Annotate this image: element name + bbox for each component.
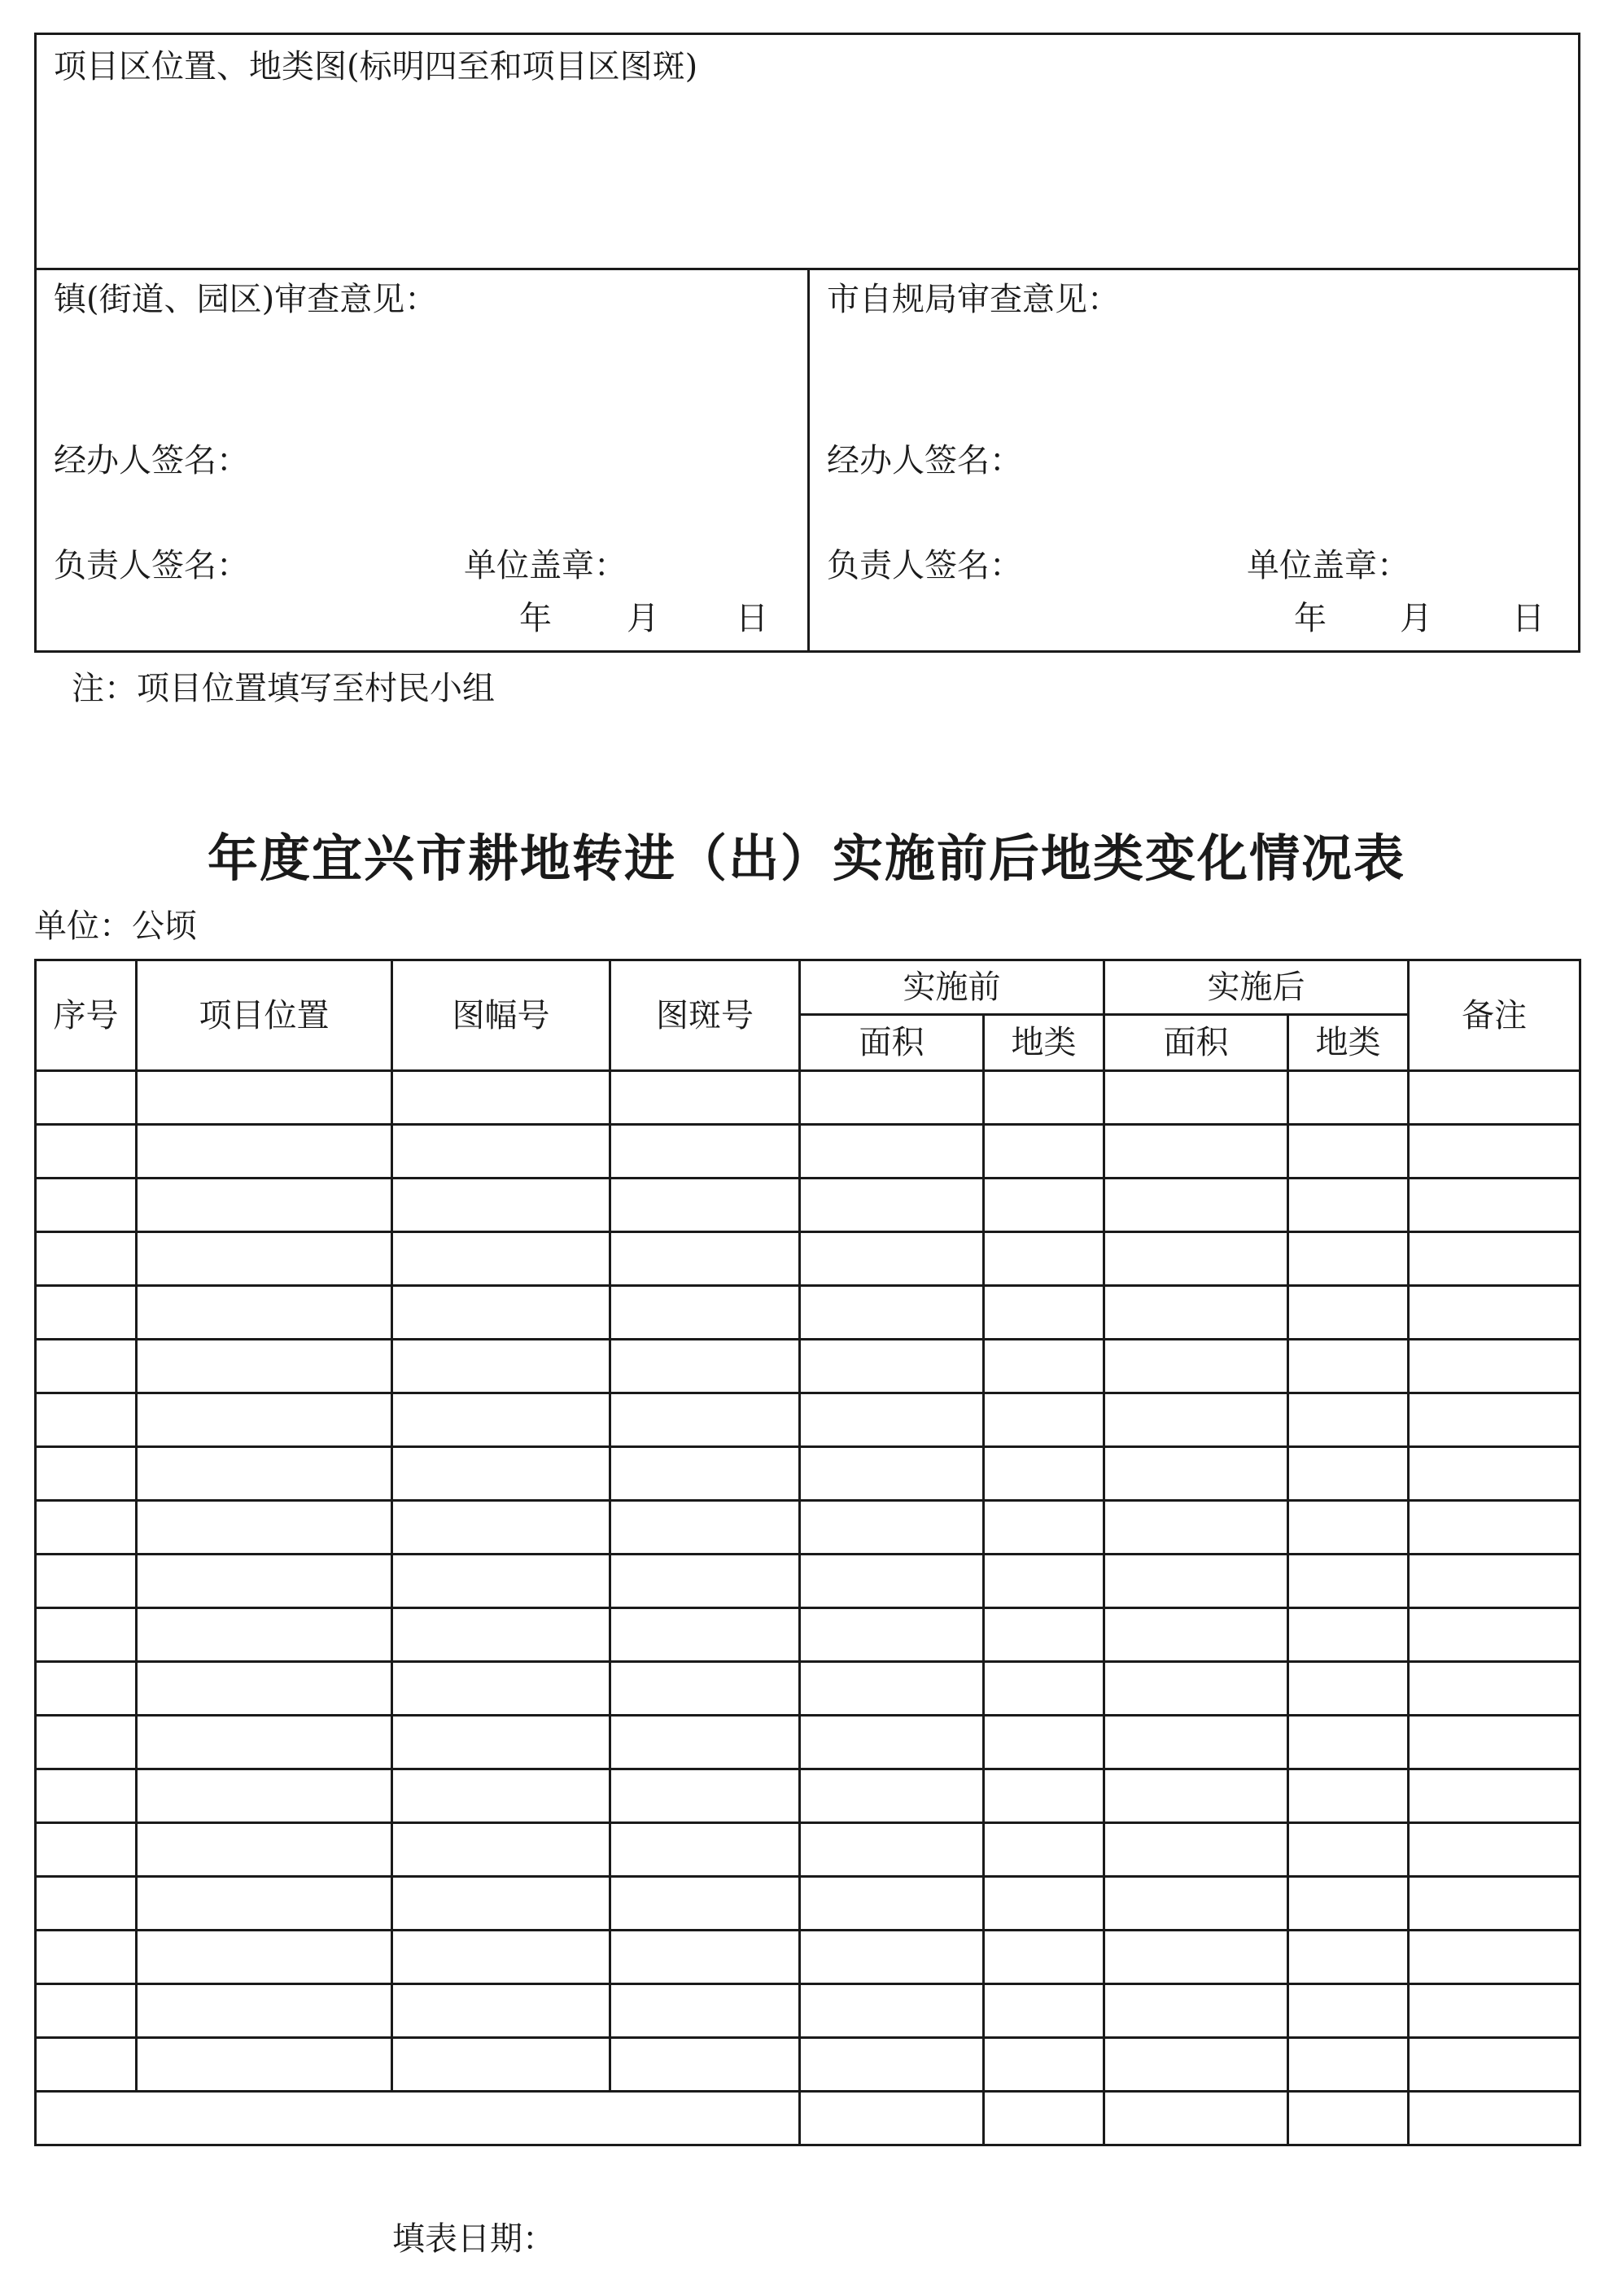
table-cell[interactable] [800, 1877, 984, 1931]
table-cell[interactable] [800, 2038, 984, 2092]
summary-cell[interactable] [1288, 2092, 1409, 2145]
table-cell[interactable] [610, 1769, 800, 1823]
table-cell[interactable] [137, 1823, 392, 1877]
table-row [36, 1662, 1580, 1716]
table-cell[interactable] [1104, 1608, 1288, 1662]
table-cell[interactable] [800, 1393, 984, 1447]
table-row [36, 1608, 1580, 1662]
table-cell[interactable] [36, 1447, 137, 1501]
table-cell[interactable] [984, 1662, 1104, 1716]
table-cell[interactable] [1288, 1232, 1409, 1286]
table-cell[interactable] [1409, 1931, 1580, 1984]
summary-cell[interactable] [800, 2092, 984, 2145]
table-cell[interactable] [137, 1931, 392, 1984]
table-cell[interactable] [392, 1716, 610, 1769]
table-cell[interactable] [36, 1877, 137, 1931]
table-row [36, 1984, 1580, 2038]
table-cell[interactable] [800, 1447, 984, 1501]
table-cell[interactable] [1409, 1984, 1580, 2038]
table-cell[interactable] [1288, 1931, 1409, 1984]
bureau-date-year: 年 [1294, 600, 1327, 637]
table-cell[interactable] [137, 1984, 392, 2038]
table-cell[interactable] [1288, 1179, 1409, 1232]
table-cell[interactable] [610, 1823, 800, 1877]
table-cell[interactable] [610, 1071, 800, 1125]
table-cell[interactable] [1288, 1125, 1409, 1179]
table-cell[interactable] [1104, 1071, 1288, 1125]
table-cell[interactable] [610, 1662, 800, 1716]
table-cell[interactable] [1409, 1286, 1580, 1340]
table-cell[interactable] [1288, 1769, 1409, 1823]
table-cell[interactable] [137, 1393, 392, 1447]
table-cell[interactable] [1288, 1447, 1409, 1501]
table-cell[interactable] [984, 1286, 1104, 1340]
table-cell[interactable] [1409, 1769, 1580, 1823]
table-cell[interactable] [984, 1555, 1104, 1608]
table-cell[interactable] [610, 1232, 800, 1286]
table-cell[interactable] [1104, 1662, 1288, 1716]
table-cell[interactable] [984, 1984, 1104, 2038]
table-cell[interactable] [392, 1662, 610, 1716]
table-cell[interactable] [392, 1340, 610, 1393]
header-patch: 图斑号 [610, 960, 800, 1071]
table-cell[interactable] [800, 1179, 984, 1232]
bureau-date-month: 月 [1400, 600, 1432, 637]
table-cell[interactable] [36, 1984, 137, 2038]
table-cell[interactable] [392, 1877, 610, 1931]
table-row [36, 1823, 1580, 1877]
table-cell[interactable] [137, 1447, 392, 1501]
bureau-review-title: 市自规局审查意见： [827, 281, 1120, 318]
table-cell[interactable] [1288, 1555, 1409, 1608]
table-cell[interactable] [1288, 2038, 1409, 2092]
table-cell[interactable] [610, 1501, 800, 1555]
header-location: 项目位置 [137, 960, 392, 1071]
summary-row [36, 2092, 1580, 2145]
table-cell[interactable] [984, 1823, 1104, 1877]
summary-cell[interactable] [1104, 2092, 1288, 2145]
table-cell[interactable] [1104, 1340, 1288, 1393]
table-cell[interactable] [392, 1393, 610, 1447]
table-cell[interactable] [137, 1608, 392, 1662]
table-cell[interactable] [1409, 1501, 1580, 1555]
table-cell[interactable] [610, 1877, 800, 1931]
table-cell[interactable] [610, 1286, 800, 1340]
table-cell[interactable] [984, 1501, 1104, 1555]
table-cell[interactable] [392, 1823, 610, 1877]
table-cell[interactable] [1288, 1071, 1409, 1125]
table-cell[interactable] [1288, 1823, 1409, 1877]
town-review-title: 镇(街道、园区)审查意见： [54, 281, 438, 318]
table-cell[interactable] [610, 1340, 800, 1393]
table-cell[interactable] [36, 1286, 137, 1340]
table-row [36, 1179, 1580, 1232]
table-cell[interactable] [1104, 1984, 1288, 2038]
table-cell[interactable] [137, 1662, 392, 1716]
table-cell[interactable] [610, 1447, 800, 1501]
table-cell[interactable] [137, 2038, 392, 2092]
table-cell[interactable] [36, 1769, 137, 1823]
table-cell[interactable] [1288, 1716, 1409, 1769]
table-row [36, 1877, 1580, 1931]
table-row [36, 1931, 1580, 1984]
table-cell[interactable] [1104, 1823, 1288, 1877]
table-cell[interactable] [392, 1286, 610, 1340]
fill-date-label: 填表日期： [392, 2220, 555, 2258]
table-cell[interactable] [610, 1608, 800, 1662]
table-row [36, 1501, 1580, 1555]
table-cell[interactable] [800, 1769, 984, 1823]
bureau-leader-sign: 负责人签名： [827, 547, 1022, 584]
table-cell[interactable] [137, 1716, 392, 1769]
table-cell[interactable] [984, 1179, 1104, 1232]
town-leader-sign: 负责人签名： [54, 547, 249, 584]
table-cell[interactable] [984, 1877, 1104, 1931]
table-cell[interactable] [1104, 1555, 1288, 1608]
table-cell[interactable] [610, 1555, 800, 1608]
table-cell[interactable] [1104, 1286, 1288, 1340]
table-cell[interactable] [800, 1984, 984, 2038]
table-row [36, 1232, 1580, 1286]
table-cell[interactable] [1409, 1447, 1580, 1501]
table-body [36, 1071, 1580, 2145]
table-cell[interactable] [1409, 1555, 1580, 1608]
table-cell[interactable] [36, 1071, 137, 1125]
table-cell[interactable] [1104, 1769, 1288, 1823]
header-before-area: 面积 [800, 1015, 984, 1071]
table-cell[interactable] [984, 1232, 1104, 1286]
table-row [36, 1286, 1580, 1340]
table-cell[interactable] [984, 1125, 1104, 1179]
bureau-unit-seal: 单位盖章： [1247, 547, 1410, 584]
table-cell[interactable] [36, 1716, 137, 1769]
table-cell[interactable] [1288, 1340, 1409, 1393]
table-cell[interactable] [137, 1071, 392, 1125]
table-cell[interactable] [392, 1447, 610, 1501]
table-cell[interactable] [1104, 1447, 1288, 1501]
table-cell[interactable] [1409, 1608, 1580, 1662]
header-before-land-type: 地类 [984, 1015, 1104, 1071]
table-cell[interactable] [610, 1716, 800, 1769]
table-cell[interactable] [800, 1125, 984, 1179]
table-cell[interactable] [984, 1447, 1104, 1501]
header-seq: 序号 [36, 960, 137, 1071]
table-row [36, 1340, 1580, 1393]
table-cell[interactable] [1409, 1071, 1580, 1125]
table-cell[interactable] [1288, 1877, 1409, 1931]
table-cell[interactable] [36, 1823, 137, 1877]
table-cell[interactable] [1409, 1823, 1580, 1877]
table-cell[interactable] [137, 1555, 392, 1608]
table-cell[interactable] [1409, 1125, 1580, 1179]
table-cell[interactable] [392, 1931, 610, 1984]
table-row [36, 1769, 1580, 1823]
bureau-handler-sign: 经办人签名： [827, 442, 1022, 479]
table-row [36, 1393, 1580, 1447]
table-cell[interactable] [392, 2038, 610, 2092]
table-cell[interactable] [1288, 1608, 1409, 1662]
table-cell[interactable] [36, 1179, 137, 1232]
table-cell[interactable] [137, 1179, 392, 1232]
table-cell[interactable] [610, 2038, 800, 2092]
table-cell[interactable] [1409, 2038, 1580, 2092]
summary-cell[interactable] [984, 2092, 1104, 2145]
table-cell[interactable] [1104, 1232, 1288, 1286]
town-unit-seal: 单位盖章： [464, 547, 627, 584]
table-row [36, 1071, 1580, 1125]
table-cell[interactable] [800, 1232, 984, 1286]
table-cell[interactable] [392, 1125, 610, 1179]
table-cell[interactable] [36, 1232, 137, 1286]
summary-cell[interactable] [36, 2092, 800, 2145]
table-cell[interactable] [610, 1931, 800, 1984]
table-cell[interactable] [800, 1716, 984, 1769]
town-handler-sign: 经办人签名： [54, 442, 249, 479]
table-cell[interactable] [1409, 1393, 1580, 1447]
table-row [36, 1555, 1580, 1608]
table-cell[interactable] [1104, 1931, 1288, 1984]
table-cell[interactable] [36, 1662, 137, 1716]
table-cell[interactable] [36, 1393, 137, 1447]
header-before: 实施前 [800, 960, 1104, 1015]
table-cell[interactable] [1409, 1877, 1580, 1931]
table-cell[interactable] [984, 1608, 1104, 1662]
table-cell[interactable] [984, 2038, 1104, 2092]
location-map-label: 项目区位置、地类图(标明四至和项目区图斑) [54, 48, 698, 85]
table-cell[interactable] [800, 1501, 984, 1555]
form-title: 年度宜兴市耕地转进（出）实施前后地类变化情况表 [207, 829, 1405, 888]
header-after-land-type: 地类 [1288, 1015, 1409, 1071]
table-cell[interactable] [36, 2038, 137, 2092]
table-cell[interactable] [137, 1877, 392, 1931]
table-cell[interactable] [1288, 1393, 1409, 1447]
table-cell[interactable] [1409, 1179, 1580, 1232]
table-cell[interactable] [392, 1071, 610, 1125]
table-cell[interactable] [1104, 1125, 1288, 1179]
land-change-table [34, 959, 1581, 2146]
bureau-date-day: 日 [1512, 600, 1545, 637]
table-cell[interactable] [1288, 1501, 1409, 1555]
table-cell[interactable] [610, 1393, 800, 1447]
table-cell[interactable] [1104, 1716, 1288, 1769]
table-cell[interactable] [1409, 1340, 1580, 1393]
table-cell[interactable] [392, 1501, 610, 1555]
header-after: 实施后 [1104, 960, 1409, 1015]
header-remarks: 备注 [1409, 960, 1580, 1071]
table-cell[interactable] [392, 1608, 610, 1662]
table-cell[interactable] [137, 1125, 392, 1179]
table-cell[interactable] [984, 1393, 1104, 1447]
table-cell[interactable] [137, 1232, 392, 1286]
header-map-sheet: 图幅号 [392, 960, 610, 1071]
table-cell[interactable] [610, 1984, 800, 2038]
table-cell[interactable] [1409, 1662, 1580, 1716]
table-cell[interactable] [800, 1286, 984, 1340]
table-cell[interactable] [800, 1608, 984, 1662]
table-cell[interactable] [984, 1340, 1104, 1393]
table-cell[interactable] [1288, 1662, 1409, 1716]
note-text: 注：项目位置填写至村民小组 [72, 670, 495, 707]
unit-label: 单位：公顷 [34, 907, 197, 945]
table-cell[interactable] [36, 1340, 137, 1393]
table-row [36, 1125, 1580, 1179]
table-cell[interactable] [36, 1501, 137, 1555]
town-date-year: 年 [519, 600, 552, 637]
table-cell[interactable] [1104, 2038, 1288, 2092]
table-cell[interactable] [1288, 1286, 1409, 1340]
table-cell[interactable] [1104, 1501, 1288, 1555]
table-row [36, 1447, 1580, 1501]
table-cell[interactable] [800, 1340, 984, 1393]
header-after-area: 面积 [1104, 1015, 1288, 1071]
table-cell[interactable] [800, 1662, 984, 1716]
table-cell[interactable] [392, 1984, 610, 2038]
table-row [36, 1716, 1580, 1769]
table-cell[interactable] [137, 1286, 392, 1340]
summary-cell[interactable] [1409, 2092, 1580, 2145]
table-cell[interactable] [984, 1071, 1104, 1125]
table-cell[interactable] [984, 1769, 1104, 1823]
table-cell[interactable] [1409, 1716, 1580, 1769]
table-cell[interactable] [800, 1555, 984, 1608]
table-row [36, 2038, 1580, 2092]
table-cell[interactable] [1288, 1984, 1409, 2038]
town-date-day: 日 [736, 600, 768, 637]
table-cell[interactable] [392, 1769, 610, 1823]
table-cell[interactable] [984, 1716, 1104, 1769]
table-cell[interactable] [392, 1179, 610, 1232]
table-cell[interactable] [137, 1769, 392, 1823]
table-cell[interactable] [36, 1931, 137, 1984]
table-cell[interactable] [137, 1340, 392, 1393]
table-cell[interactable] [392, 1232, 610, 1286]
table-cell[interactable] [137, 1501, 392, 1555]
table-cell[interactable] [36, 1608, 137, 1662]
table-cell[interactable] [1104, 1179, 1288, 1232]
table-cell[interactable] [800, 1931, 984, 1984]
table-cell[interactable] [984, 1931, 1104, 1984]
table-cell[interactable] [1409, 1232, 1580, 1286]
table-cell[interactable] [392, 1555, 610, 1608]
table-cell[interactable] [800, 1071, 984, 1125]
table-cell[interactable] [610, 1179, 800, 1232]
town-date-month: 月 [627, 600, 659, 637]
table-cell[interactable] [1104, 1393, 1288, 1447]
table-cell[interactable] [36, 1125, 137, 1179]
review-divider [807, 268, 810, 653]
table-cell[interactable] [800, 1823, 984, 1877]
table-cell[interactable] [610, 1125, 800, 1179]
table-cell[interactable] [1104, 1877, 1288, 1931]
table-cell[interactable] [36, 1555, 137, 1608]
